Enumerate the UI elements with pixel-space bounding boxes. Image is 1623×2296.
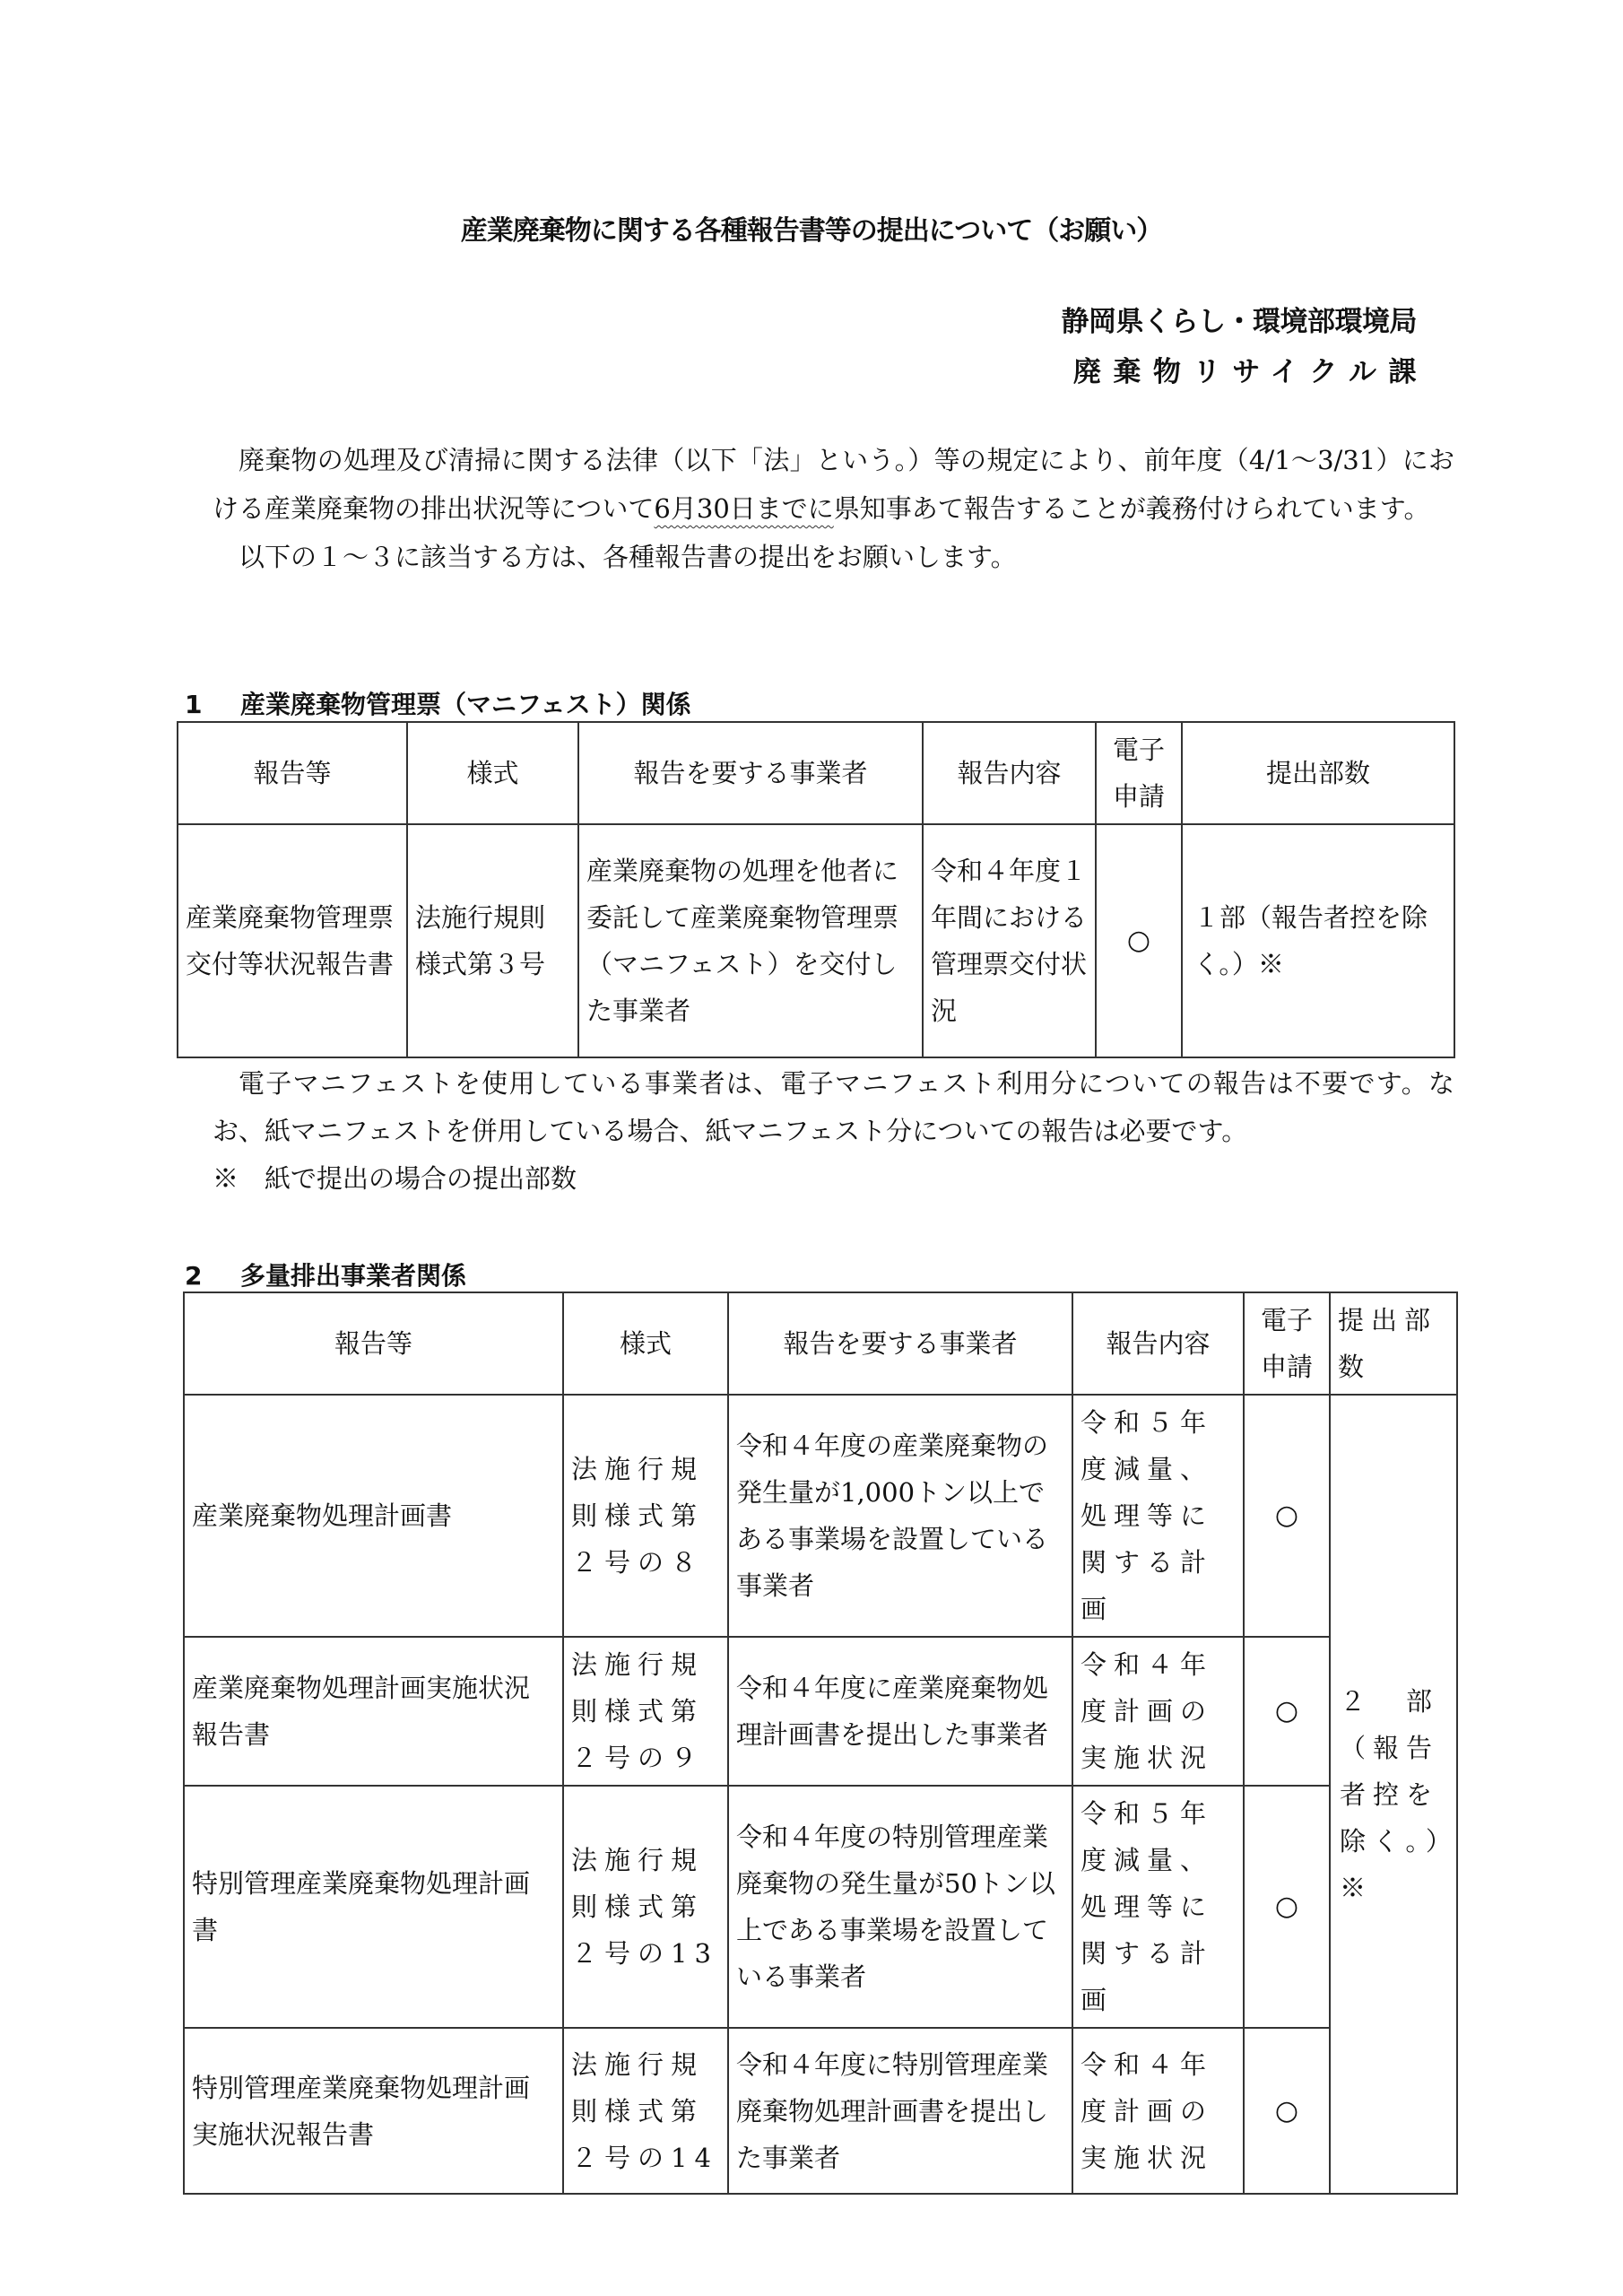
large-generator-table bbox=[183, 1292, 1458, 2195]
cell-report: 特別管理産業廃棄物処理計画実施状況報告書 bbox=[184, 2028, 563, 2194]
col-copies: 提出部数 bbox=[1330, 1292, 1457, 1395]
manifest-note: 電子マニフェストを使用している事業者は、電子マニフェスト利用分についての報告は不要です。なお、紙マニフェストを併用している場合、紙マニフェスト分についての報告は必要です。 bbox=[213, 1068, 1454, 1146]
issuer-division: 廃棄物リサイクル課 bbox=[1072, 356, 1428, 388]
cell-form: 法施行規則様式第２号の８ bbox=[563, 1395, 728, 1637]
table-row bbox=[184, 1637, 1457, 1786]
col-content: 報告内容 bbox=[923, 722, 1096, 824]
col-electronic: 電子申請 bbox=[1096, 722, 1182, 824]
col-content: 報告内容 bbox=[1072, 1292, 1244, 1395]
col-target: 報告を要する事業者 bbox=[728, 1292, 1072, 1395]
deadline-emphasis: 6月30日までに bbox=[654, 493, 834, 524]
cell-form: 法施行規則様式第２号の14 bbox=[563, 2028, 728, 2194]
cell-report: 特別管理産業廃棄物処理計画書 bbox=[184, 1786, 563, 2028]
table-row bbox=[178, 824, 1454, 1057]
cell-form: 法施行規則様式第２号の９ bbox=[563, 1637, 728, 1786]
section1-notes bbox=[213, 1060, 1454, 1203]
electronic-available-mark: ○ bbox=[1244, 1786, 1330, 2028]
electronic-available-mark: ○ bbox=[1244, 1395, 1330, 1637]
cell-form: 法施行規則様式第２号の13 bbox=[563, 1786, 728, 2028]
intro-text-1: 廃棄物の処理及び清掃に関する法律（以下「法」という。）等の規定により、前年度（4/1～3/31）における産業廃棄物の排出状況等について6月30日までに県知事あて報告することが義務付けられています。 bbox=[213, 445, 1454, 524]
electronic-available-mark: ○ bbox=[1096, 824, 1182, 1057]
cell-target: 令和４年度に特別管理産業廃棄物処理計画書を提出した事業者 bbox=[728, 2028, 1072, 2194]
intro-text-2: 以下の１～３に該当する方は、各種報告書の提出をお願いします。 bbox=[239, 542, 1017, 572]
issuer-bureau: 静岡県くらし・環境部環境局 bbox=[1061, 306, 1417, 338]
col-copies: 提出部数 bbox=[1182, 722, 1454, 824]
cell-target: 令和４年度の産業廃棄物の発生量が1,000トン以上である事業場を設置している事業者 bbox=[728, 1395, 1072, 1637]
table-row bbox=[184, 1786, 1457, 2028]
cell-content: 令和５年度減量、処理等に関する計画 bbox=[1072, 1395, 1244, 1637]
col-form: 様式 bbox=[407, 722, 578, 824]
col-electronic: 電子申請 bbox=[1244, 1292, 1330, 1395]
col-target: 報告を要する事業者 bbox=[578, 722, 923, 824]
manifest-table bbox=[177, 721, 1455, 1058]
cell-target: 令和４年度に産業廃棄物処理計画書を提出した事業者 bbox=[728, 1637, 1072, 1786]
copies-footnote: ※ 紙で提出の場合の提出部数 bbox=[213, 1163, 577, 1194]
cell-report: 産業廃棄物処理計画書 bbox=[184, 1395, 563, 1637]
cell-target: 令和４年度の特別管理産業廃棄物の発生量が50トン以上である事業場を設置している事業者 bbox=[728, 1786, 1072, 2028]
col-form: 様式 bbox=[563, 1292, 728, 1395]
table-header-row bbox=[178, 722, 1454, 824]
document-title: 産業廃棄物に関する各種報告書等の提出について（お願い） bbox=[460, 215, 1163, 247]
cell-copies-merged: ２ 部（報告者控を除く。）※ bbox=[1330, 1395, 1457, 2194]
col-report: 報告等 bbox=[178, 722, 407, 824]
section1-heading: 1 産業廃棄物管理票（マニフェスト）関係 bbox=[185, 690, 691, 719]
cell-report: 産業廃棄物処理計画実施状況報告書 bbox=[184, 1637, 563, 1786]
intro-paragraph bbox=[213, 436, 1454, 581]
cell-target: 産業廃棄物の処理を他者に委託して産業廃棄物管理票（マニフェスト）を交付した事業者 bbox=[578, 824, 923, 1057]
table-header-row bbox=[184, 1292, 1457, 1395]
table-row bbox=[184, 1395, 1457, 1637]
electronic-available-mark: ○ bbox=[1244, 2028, 1330, 2194]
cell-content: 令和４年度１年間における管理票交付状況 bbox=[923, 824, 1096, 1057]
cell-content: 令和４年度計画の実施状況 bbox=[1072, 1637, 1244, 1786]
section2-heading: 2 多量排出事業者関係 bbox=[185, 1261, 467, 1291]
electronic-available-mark: ○ bbox=[1244, 1637, 1330, 1786]
cell-content: 令和４年度計画の実施状況 bbox=[1072, 2028, 1244, 2194]
cell-report: 産業廃棄物管理票交付等状況報告書 bbox=[178, 824, 407, 1057]
col-report: 報告等 bbox=[184, 1292, 563, 1395]
cell-content: 令和５年度減量、処理等に関する計画 bbox=[1072, 1786, 1244, 2028]
cell-form: 法施行規則様式第３号 bbox=[407, 824, 578, 1057]
table-row bbox=[184, 2028, 1457, 2194]
cell-copies: １部（報告者控を除く。）※ bbox=[1182, 824, 1454, 1057]
